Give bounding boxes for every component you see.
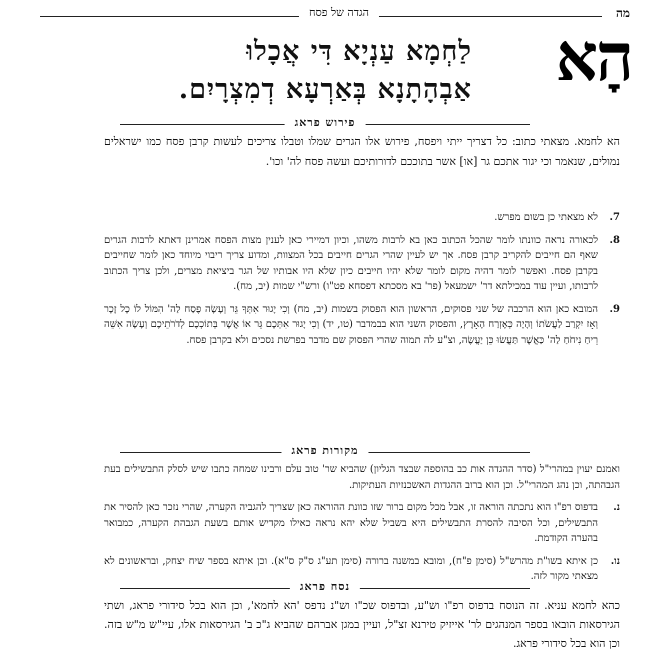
footnote-text: לכאורה נראה כוונתו לומר שהכל הכתוב כאן בא לרבות משהו, וכיון דמיירי כאן לענין מצות הפסח אמרינן דאתא לרבות הגרים שאף הם חייבים להקריב קרבן פסח. אך יש לעיין שהרי הגרים חייבים בכל המצוות, ומדוע צריך ריבוי מיוחד כאן לומר שחייבים בקרבן פסח. ואפשר לומר דהיה מקום לומר שלא יהיו חייבים כיון שלא היו אבותיו של הגר ביציאת מצרים, ולכן צריך הכתוב לרבותו, ועיין עוד במכילתא דר' ישמעאל (פר' בא מסכתא דפסחא פט"ו) ורש"י שמות (יב, מח).: [104, 234, 598, 292]
section-divider-perush: [120, 116, 530, 132]
nusach-paragraph: כהא לחמא עניא. זה הנוסח בדפוס רפ"ו וש"ע, ובדפוס שכ"ו וש"נ נדפס 'הא לחמא', וכן הוא בכל סידורי פראג, ושתי הגירסאות הובאו בספר המנהגים לר' אייזיק טירנא זצ"ל, ועיין במגן אברהם שהביא ג"כ ב' הגירסאות אלו, עיי"ש מ"ש בזה. וכן הוא בכל סידורי פראג.: [104, 599, 620, 650]
footnotes-block: [104, 210, 620, 355]
footnote-number: 9.: [609, 303, 620, 315]
mekorot-note: [104, 500, 620, 547]
perush-label: פירוש פראג: [285, 116, 366, 129]
mekorot-text: ואמנם יעוין במהרי"ל (סדר ההגדה אות כב בהוספה שבצד הגליון) שהביא שר' טוב עלם ורבינו שמחה כתבו שיש לסלק התבשילים בעת הגבהתה, וכן נהג המהרי"ל. וכן הוא ברוב ההגדות האשכנזיות העתיקות.: [104, 464, 620, 491]
mekorot-paragraph: [104, 462, 620, 493]
running-header: [40, 4, 638, 24]
mekorot-label: מקורות פראג: [281, 444, 368, 457]
headline-line-1: לַחְמָא עַנְיָא דִּי אֲכָלוּ: [246, 36, 472, 67]
footnote-number: 7.: [609, 212, 620, 223]
section-divider-mekorot: [120, 444, 530, 460]
running-title: הגדה של פסח: [299, 6, 379, 19]
footnote: [104, 210, 620, 226]
nusach-label: נסח פראג: [290, 580, 360, 593]
mekorot-note-text: כן איתא בשו"ת מהרש"ל (סימן פ"ח), ומובא במשנה ברורה (סימן תע"ג ס"ק ס"א). וכן איתא בספר שיח יצחק, ובראשונים לא מצאתי מקור לזה.: [104, 555, 598, 582]
footnote: [104, 302, 620, 349]
page-number: מה: [615, 6, 630, 20]
mekorot-note-number: נ.: [613, 502, 620, 513]
footnote: [104, 233, 620, 295]
headline: [88, 18, 632, 110]
mekorot-block: [104, 462, 620, 592]
nusach-block: [104, 596, 620, 656]
perush-text-block: [104, 132, 620, 172]
mekorot-note-number: נו.: [610, 555, 620, 567]
mekorot-note-text: בדפוס רפ"ו הוא נתכתה הוראה זו, אבל מכל מקום ברור שזו כוונת ההוראה כאן שצריך להגביה הקערה, שהרי נזכר כאן להסיר את התבשילים, וכל הסיבה להסרת התבשילים היא בשביל שלא יהא נראה כאילו מקדיש אותם בשעת הגבהת הקערה, כמבואר בהערה הקודמת.: [104, 502, 598, 544]
footnote-text: לא מצאתי כן בשום מפרש.: [494, 212, 598, 223]
footnote-number: 8.: [609, 234, 620, 246]
footnote-text: המובא כאן הוא הרכבה של שני פסוקים, הראשון הוא הפסוק בשמות (יב, מח) וְכִי יָגוּר אִתְּךָ גֵּר וְעָשָׂה פֶסַח לַה' הִמּוֹל לוֹ כָל זָכָר וְאָז יִקְרַב לַעֲשֹׂתוֹ וְהָיָה כְּאֶזְרַח הָאָרֶץ, והפסוק השני הוא בבמדבר (טו, יד) וְכִי יָגוּר אִתְּכֶם גֵּר אוֹ אֲשֶׁר בְּתוֹכְכֶם לְדֹרֹתֵיכֶם וְעָשָׂה אִשֵּׁה רֵיחַ נִיחֹחַ לַה' כַּאֲשֶׁר תַּעֲשׂוּ כֵּן יַעֲשֶׂה, וצ"ע לה תמוה שהרי הפסוק שם מדבר בפרשת נסכים ולא בקרבן פסח.: [104, 303, 598, 346]
section-divider-nusach: [120, 580, 530, 596]
perush-paragraph: הא לחמא. מצאתי כתוב: כל דצריך ייתי ויפסח, פירוש אלו הגרים שמלו וטבלו צריכים לעשות קרבן פסח כמו ישראלים נמולים, שנאמר וכי יגור אתכם גר [או] אשר בתוככם לדורותיכם ועשה פסח לה' וכו'.: [104, 135, 620, 168]
headline-big-word: הָא: [555, 18, 632, 96]
headline-line-2: אַבְהָתָנָא בְּאַרְעָא דְמִצְרָיִם.: [178, 74, 472, 105]
